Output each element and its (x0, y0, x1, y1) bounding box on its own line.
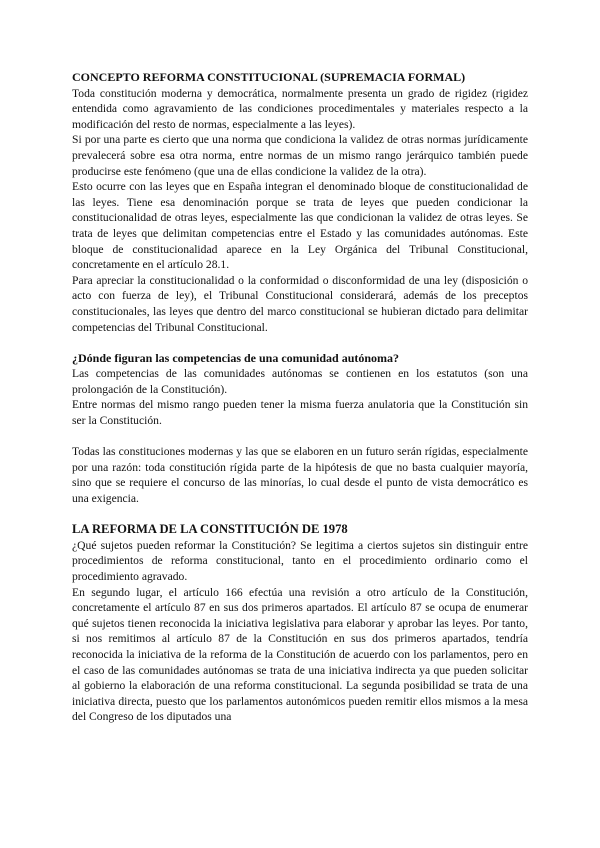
paragraph: Las competencias de las comunidades autónomas se contienen en los estatutos (son una prolongación de la Constitución). (72, 367, 528, 396)
paragraph: Si por una parte es cierto que una norma que condiciona la validez de otras normas jurídicamente prevalecerá sobre esa otra norma, entre normas de un mismo rango jerárquico también puede producirse este fenómeno (que una de ellas condicione la validez de la otra). (72, 133, 528, 178)
spacer (72, 507, 528, 523)
paragraph: En segundo lugar, el artículo 166 efectúa una revisión a otro artículo de la Constitución, concretamente el artículo 87 en sus dos primeros apartados. El artículo 87 se ocupa de enumerar qué sujetos tienen reconocida la iniciativa legislativa para elaborar y aprobar las leyes. Por tanto, si nos remitimos al artículo 87 de la Constitución en sus dos primeros apartados, tendría reconocida la iniciativa de la reforma de la Constitución de acuerdo con los parlamentos, pero en el caso de las comunidades autónomas se trata de una iniciativa indirecta ya que pueden solicitar al gobierno la elaboración de una reforma constitucional. La segunda posibilidad se trata de una iniciativa directa, puesto que los parlamentos autonómicos pueden remitir ellos mismos a la mesa del Congreso de los diputados una (72, 585, 528, 724)
paragraph: Para apreciar la constitucionalidad o la conformidad o disconformidad de una ley (disposición o acto con fuerza de ley), el Tribunal Constitucional considerará, además de los preceptos constitucionales, las leyes que dentro del marco constitucional se hubieran dictado para delimitar competencias del Tribunal Constitucional. (72, 273, 528, 334)
paragraph: Entre normas del mismo rango pueden tener la misma fuerza anulatoria que la Constitución sin ser la Constitución. (72, 398, 528, 428)
section-heading-reforma-1978: LA REFORMA DE LA CONSTITUCIÓN DE 1978 (72, 522, 348, 537)
section-heading-reforma-constitucional: CONCEPTO REFORMA CONSTITUCIONAL (SUPREMACIA FORMAL) (72, 70, 466, 84)
spacer (72, 429, 528, 445)
document-page (72, 70, 528, 725)
spacer (72, 335, 528, 351)
section-heading-competencias: ¿Dónde figuran las competencias de una comunidad autónoma? (72, 350, 400, 365)
paragraph: ¿Qué sujetos pueden reformar la Constitución? Se legitima a ciertos sujetos sin distinguir entre procedimientos de reforma constitucional, tanto en el procedimiento ordinario como el procedimiento agravado. (72, 538, 528, 583)
paragraph: Esto ocurre con las leyes que en España integran el denominado bloque de constitucionalidad de las leyes. Tiene esa denominación porque se trata de leyes que pueden condicionar la constitucionalidad de otras leyes, especialmente las que condicionan la validez de otras leyes. Se trata de leyes que delimitan competencias entre el Estado y las comunidades autónomas. Este bloque de constitucionalidad aparece en la Ley Orgánica del Tribunal Constitucional, concretamente en el artículo 28.1. (72, 180, 528, 272)
paragraph: Todas las constituciones modernas y las que se elaboren en un futuro serán rígidas, especialmente por una razón: toda constitución rígida parte de la hipótesis de que no basta cualquier mayoría, sino que se requiere el concurso de las minorías, lo cual desde el punto de vista democrático es una exigencia. (72, 445, 528, 506)
paragraph: Toda constitución moderna y democrática, normalmente presenta un grado de rigidez (rigidez entendida como agravamiento de las condiciones procedimentales y materiales respecto a la modificación del resto de normas, especialmente a las leyes). (72, 86, 528, 131)
